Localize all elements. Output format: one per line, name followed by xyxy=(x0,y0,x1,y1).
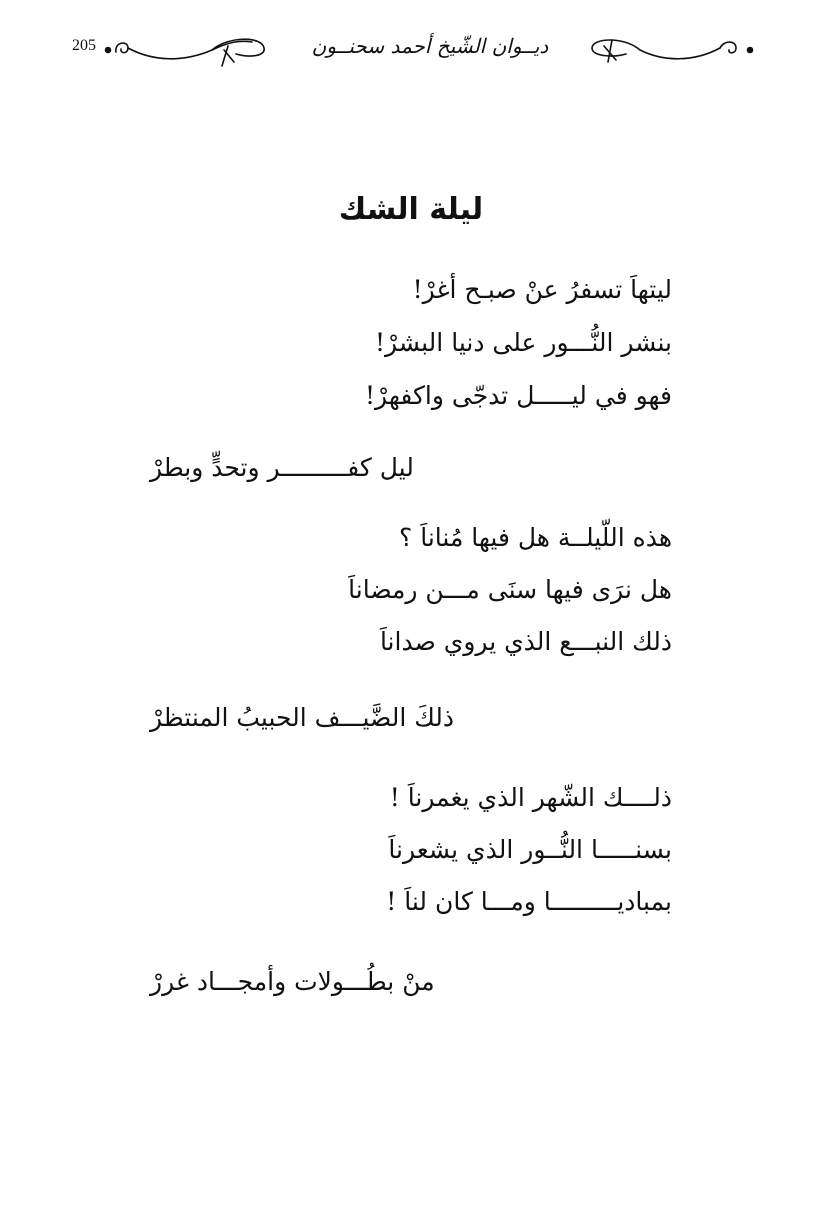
flourish-ornament-right-icon xyxy=(574,28,754,72)
book-title: ديــوان الشّيخ أحمد سحنــون xyxy=(311,34,549,58)
refrain-line: ليل كفـــــــــر وتحدٍّ وبطرْ xyxy=(150,453,414,482)
poem-title: ليلة الشك xyxy=(338,192,484,227)
verse-line: ذلك النبـــع الذي يروي صداناَ xyxy=(379,627,672,656)
page-number: 205 xyxy=(72,37,96,54)
refrain-line: منْ بطُـــولات وأمجـــاد غررْ xyxy=(150,967,435,996)
flourish-ornament-left-icon xyxy=(104,28,274,72)
refrain-line: ذلكَ الضَّيـــف الحبيبُ المنتظرْ xyxy=(150,703,455,732)
verse-line: بسنـــــا النُّــور الذي يشعرناَ xyxy=(388,835,672,864)
verse-line: هل نرَى فيها سنَى مـــن رمضاناَ xyxy=(348,575,672,604)
verse-line: بمباديـــــــــا ومـــا كان لناَ ! xyxy=(386,887,672,916)
verse-line: ذلــــك الشّهر الذي يغمرناَ ! xyxy=(389,783,672,812)
verse-line: ليتهاَ تسفرُ عنْ صبـح أغرْ! xyxy=(412,275,672,304)
verse-line: بنشر النُّـــور على دنيا البشرْ! xyxy=(375,328,672,357)
verse-line: فهو في ليـــــل تدجّى واكفهرْ! xyxy=(365,381,672,410)
page-header xyxy=(0,20,822,80)
verse-line: هذه اللّيلــة هل فيها مُناناَ ؟ xyxy=(399,523,672,552)
